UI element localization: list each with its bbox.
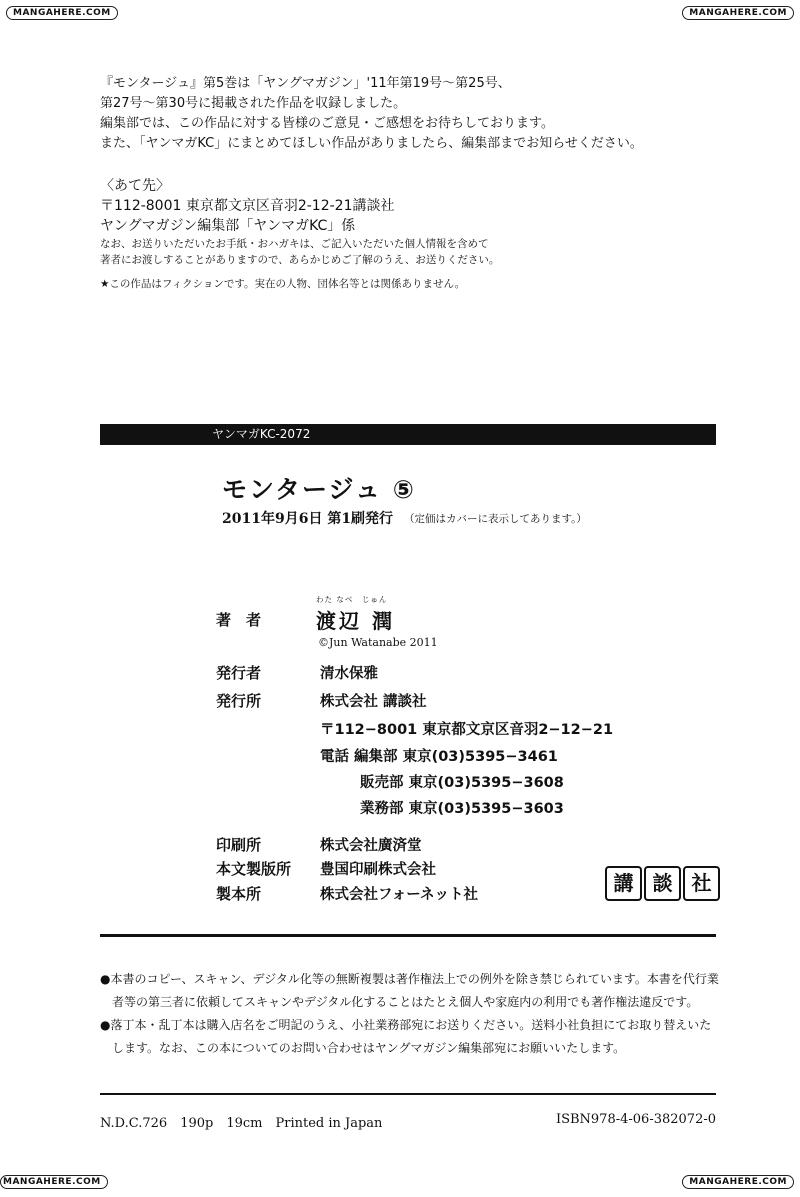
address-section — [100, 176, 716, 292]
watermark-top-right: MANGAHERE.COM — [682, 6, 794, 20]
notice-line: また、「ヤンマガKC」にまとめてほしい作品がありましたら、編集部までお知らせください。 — [100, 136, 643, 151]
notice-line: 『モンタージュ』第5巻は「ヤングマガジン」'11年第19号〜第25号、 — [100, 76, 511, 91]
watermark-bottom-right: MANGAHERE.COM — [682, 1175, 794, 1189]
text-maker-label: 本文製版所 — [216, 860, 292, 878]
publish-date: 2011年9月6日 第1刷発行 — [222, 511, 394, 527]
notice-line: 編集部では、この作品に対する皆様のご意見・ご感想をお待ちしております。 — [100, 116, 554, 131]
fiction-notice: ★この作品はフィクションです。実在の人物、団体名等とは関係ありません。 — [100, 278, 466, 290]
publisher-name: 株式会社 講談社 — [320, 694, 427, 710]
stamp-char: 社 — [683, 866, 720, 901]
publisher-label: 発行所 — [216, 692, 262, 710]
phone-sales: 販売部 東京(03)5395−3608 — [360, 775, 564, 791]
phone-business: 業務部 東京(03)5395−3603 — [360, 801, 564, 817]
author-label: 著 者 — [216, 611, 262, 629]
series-number: ヤンマガKC-2072 — [212, 427, 311, 441]
privacy-line: 著者にお渡しすることがありますので、あらかじめご了解のうえ、お送りください。 — [100, 254, 500, 266]
legal-paragraph: ●本書のコピー、スキャン、デジタル化等の無断複製は著作権法上での例外を除き禁じられています。本書を代行業者等の第三者に依頼してスキャンやデジタル化することはたとえ個人や家庭内の利用でも著作権法違反です。 — [100, 972, 719, 1009]
binder-name: 株式会社フォーネット社 — [320, 887, 479, 903]
book-title: モンタージュ ⑤ — [222, 475, 416, 504]
isbn: ISBN978-4-06-382072-0 — [555, 1112, 716, 1127]
privacy-line: なお、お送りいただいたお手紙・おハガキは、ご記入いただいた個人情報を含めて — [100, 238, 489, 250]
binder-label: 製本所 — [216, 885, 262, 903]
phone-editorial: 電話 編集部 東京(03)5395−3461 — [320, 749, 558, 765]
address-line: 〒112-8001 東京都文京区音羽2-12-21講談社 — [100, 198, 395, 214]
publisher-person: 清水保雅 — [320, 666, 378, 682]
section-divider — [100, 934, 716, 937]
address-line: ヤングマガジン編集部「ヤンマガKC」係 — [100, 218, 356, 234]
publisher-address: 〒112−8001 東京都文京区音羽2−12−21 — [320, 722, 614, 738]
notice-section — [100, 74, 716, 154]
classification-info: N.D.C.726 190p 19cm Printed in Japan — [100, 1116, 383, 1131]
price-note: （定価はカバーに表示してあります。） — [404, 513, 587, 525]
copyright-line: ©Jun Watanabe 2011 — [318, 636, 438, 649]
legal-notice — [100, 968, 720, 1060]
notice-line: 第27号〜第30号に掲載された作品を収録しました。 — [100, 96, 407, 111]
publisher-person-label: 発行者 — [216, 664, 262, 682]
text-maker-name: 豊国印刷株式会社 — [320, 862, 436, 878]
author-ruby: わた なべ じゅん — [316, 595, 388, 604]
address-heading: 〈あて先〉 — [100, 178, 170, 194]
series-bar — [100, 424, 716, 445]
footer-divider — [100, 1093, 716, 1095]
watermark-bottom-left: MANGAHERE.COM — [0, 1175, 108, 1189]
stamp-char: 談 — [644, 866, 681, 901]
stamp-char: 講 — [605, 866, 642, 901]
publisher-stamp-logo — [605, 866, 720, 901]
legal-paragraph: ●落丁本・乱丁本は購入店名をご明記のうえ、小社業務部宛にお送りください。送料小社負担にてお取り替えいたします。なお、この本についてのお問い合わせはヤングマガジン編集部宛にお願いいたします。 — [100, 1018, 712, 1055]
printer-name: 株式会社廣済堂 — [320, 838, 422, 854]
printer-label: 印刷所 — [216, 836, 262, 854]
watermark-top-left: MANGAHERE.COM — [6, 6, 118, 20]
author-name: 渡辺 潤 — [316, 609, 395, 633]
